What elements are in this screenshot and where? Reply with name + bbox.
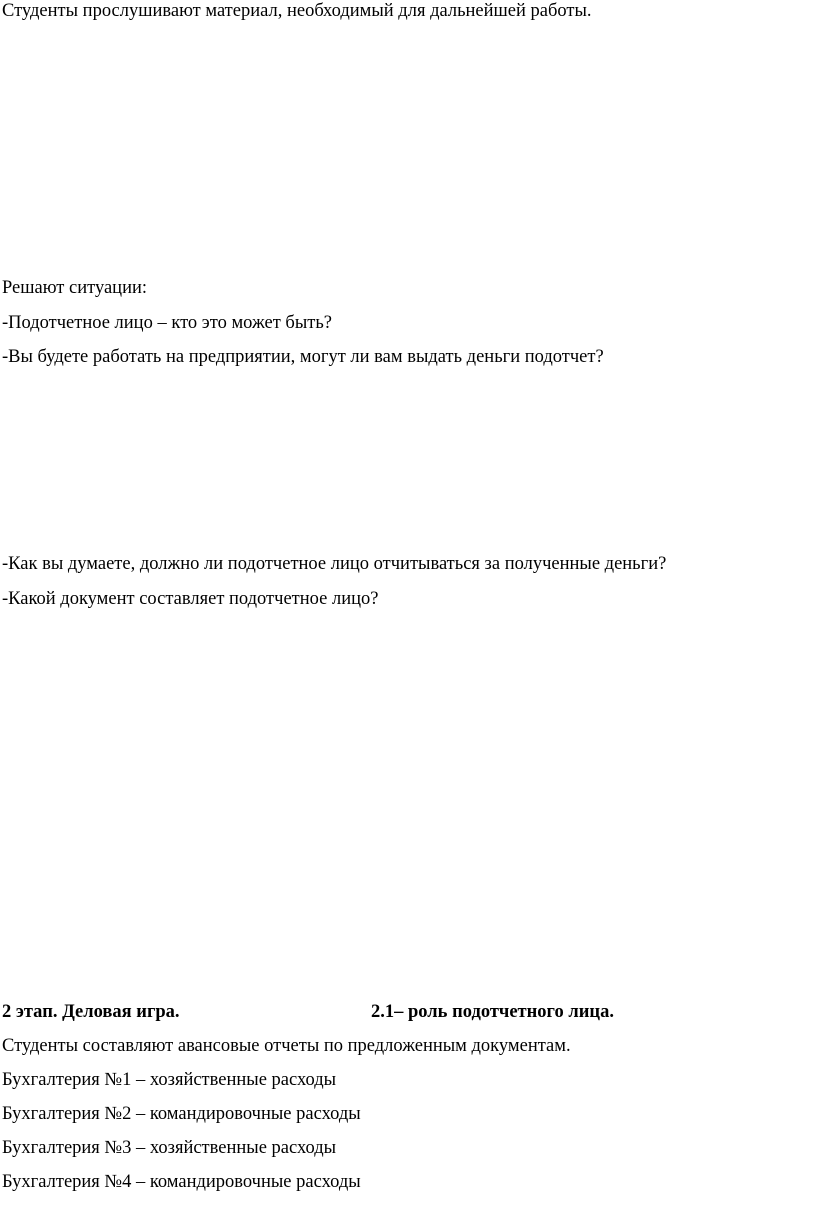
question-item: -Вы будете работать на предприятии, могут ли вам выдать деньги подотчет? xyxy=(2,347,604,367)
intro-text: Студенты прослушивают материал, необходимый для дальнейшей работы. xyxy=(2,1,592,21)
situations-heading: Решают ситуации: xyxy=(2,278,148,298)
stage-title: 2 этап. Деловая игра. xyxy=(2,1002,180,1022)
question-item: -Как вы думаете, должно ли подотчетное лицо отчитываться за полученные деньги? xyxy=(2,554,667,574)
stage-subtitle: 2.1– роль подотчетного лица. xyxy=(371,1002,614,1022)
department-item: Бухгалтерия №2 – командировочные расходы xyxy=(2,1104,361,1124)
stage-description: Студенты составляют авансовые отчеты по предложенным документам. xyxy=(2,1036,571,1056)
department-item: Бухгалтерия №1 – хозяйственные расходы xyxy=(2,1070,337,1090)
department-item: Бухгалтерия №4 – командировочные расходы xyxy=(2,1172,361,1192)
department-item: Бухгалтерия №3 – хозяйственные расходы xyxy=(2,1138,337,1158)
question-item: -Подотчетное лицо – кто это может быть? xyxy=(2,313,332,333)
question-item: -Какой документ составляет подотчетное лицо? xyxy=(2,589,379,609)
